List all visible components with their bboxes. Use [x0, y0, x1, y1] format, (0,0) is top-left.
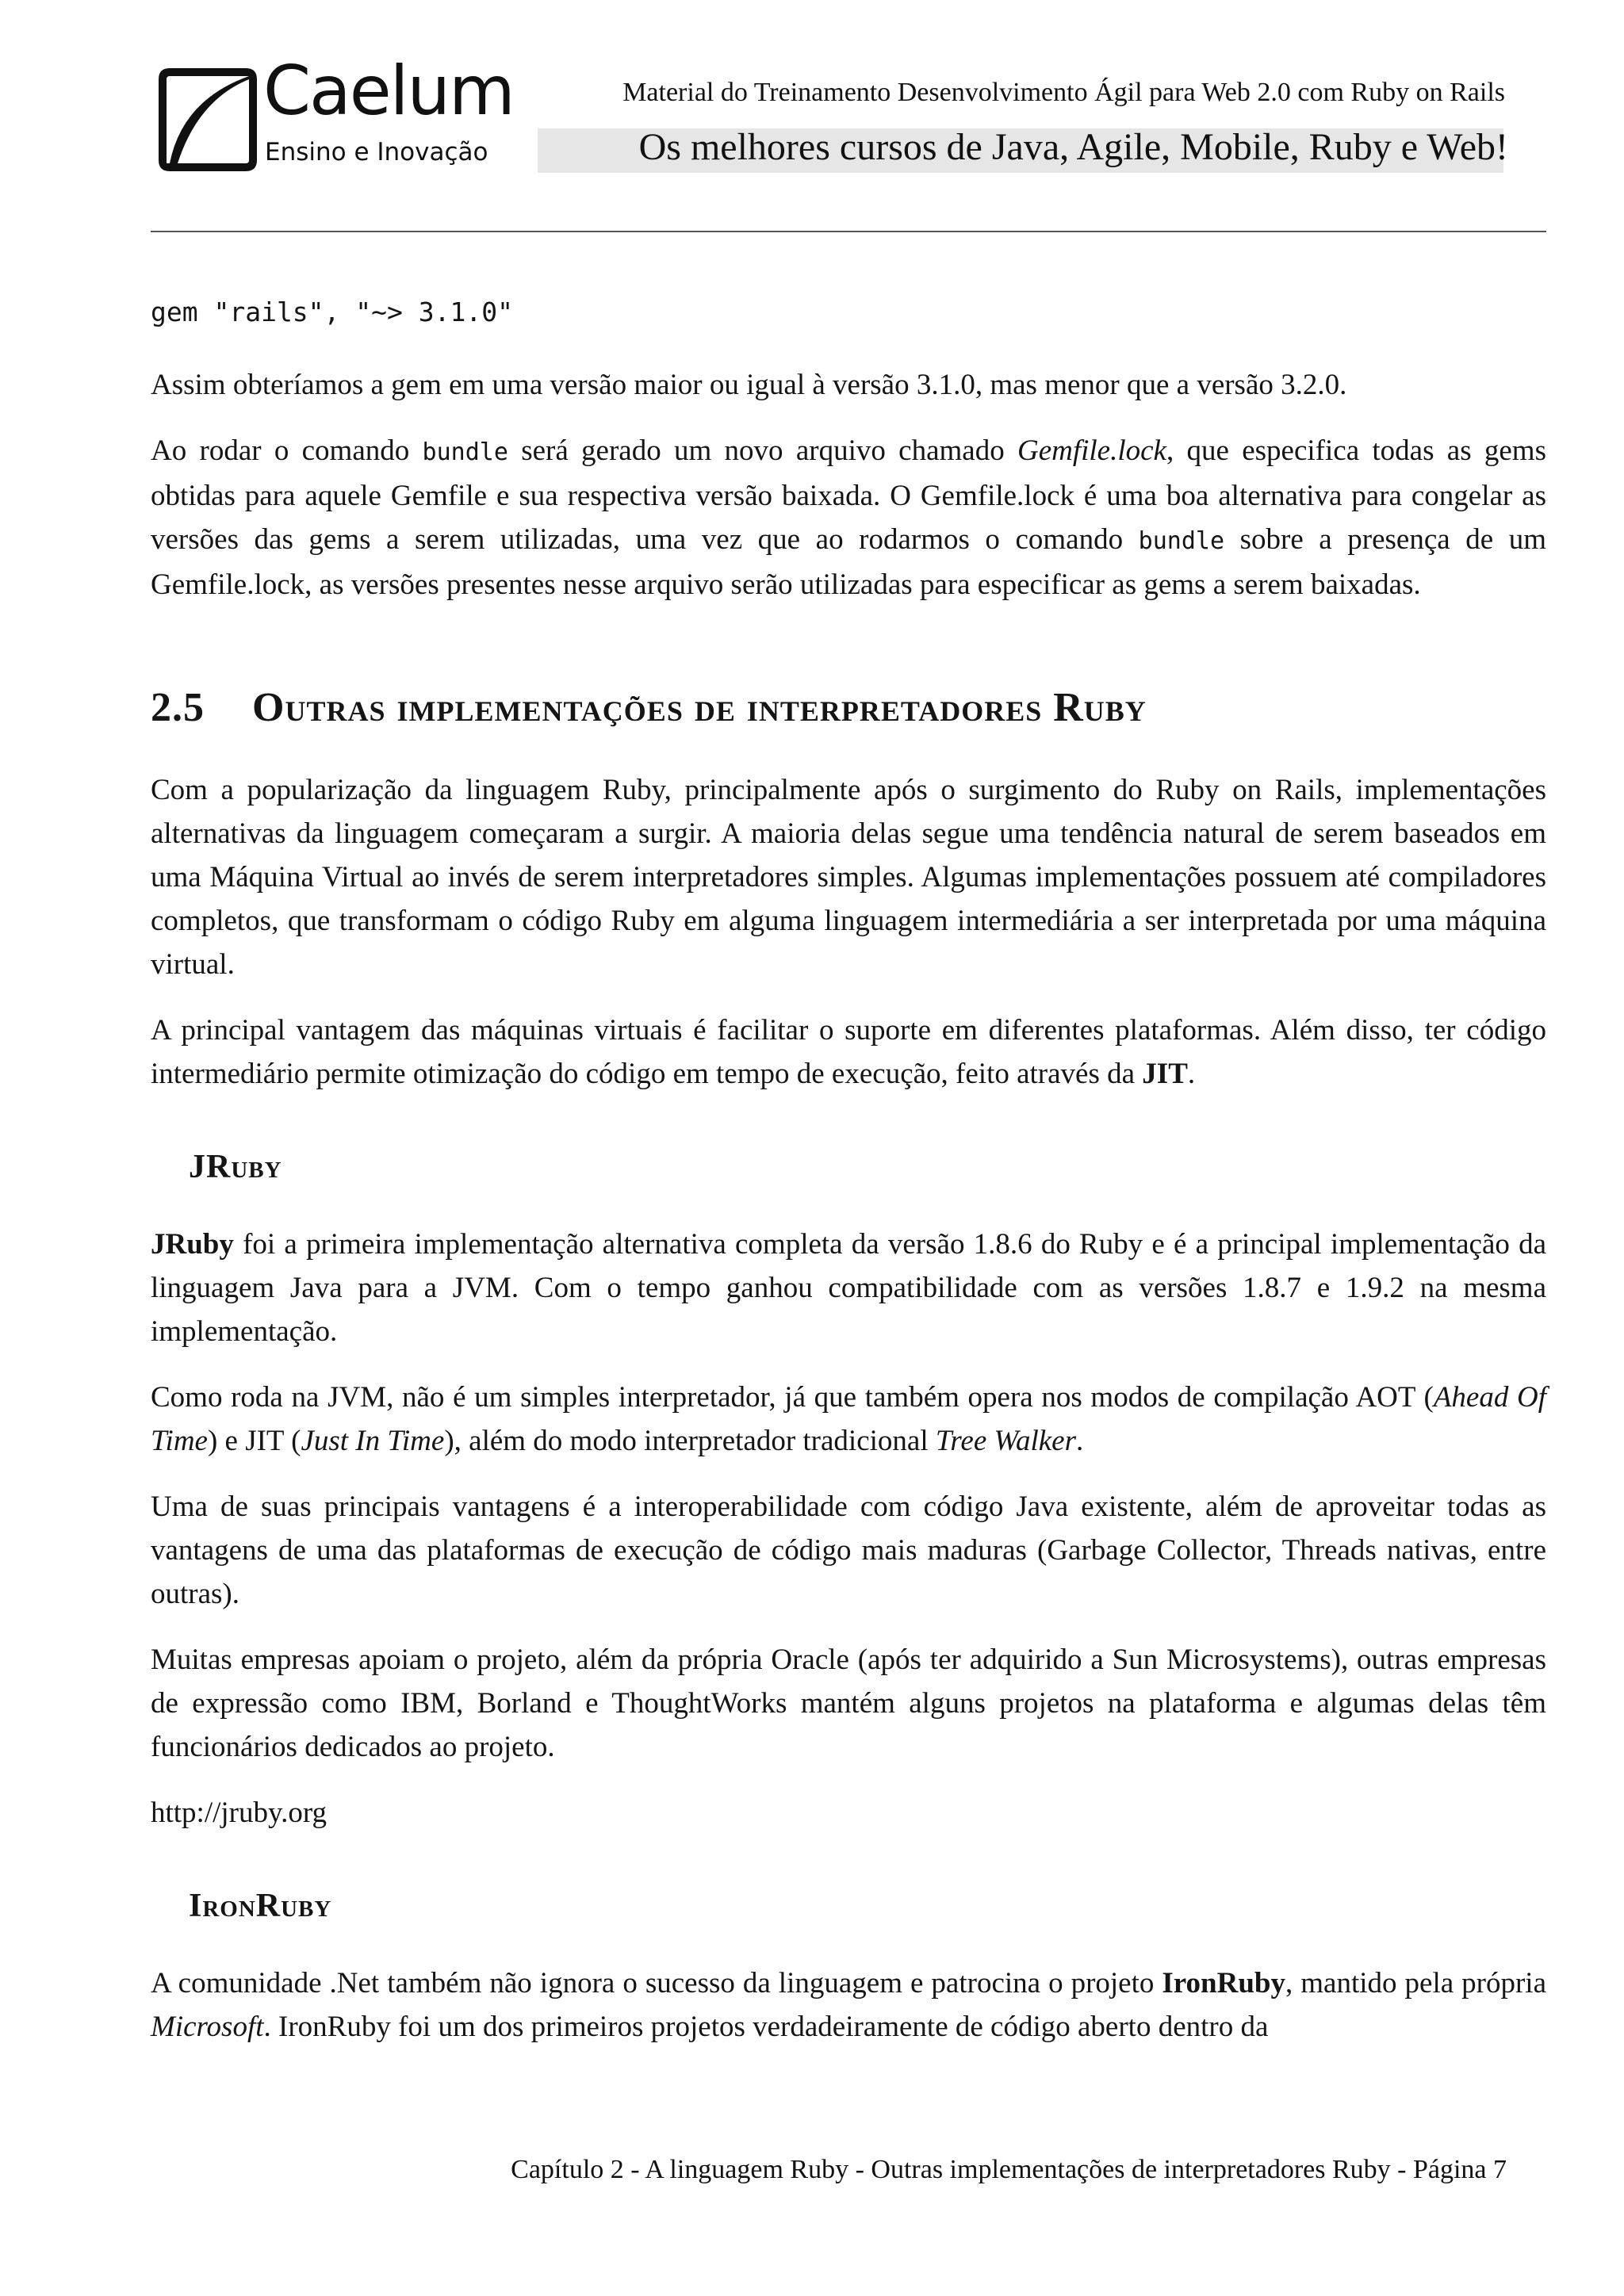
text-run: A comunidade .Net também não ignora o sucesso da linguagem e patrocina o projeto — [151, 1967, 1162, 1999]
section-number: 2.5 — [151, 685, 205, 730]
text-run: Ao rodar o comando — [151, 434, 423, 467]
jruby-url: http://jruby.org — [151, 1797, 327, 1829]
italic-text: Just In Time — [301, 1425, 445, 1457]
italic-text: Ahead Of Time — [151, 1381, 1546, 1457]
logo-name: Caelum — [263, 52, 514, 131]
subsection-heading-ironruby: IronRuby — [189, 1888, 332, 1924]
paragraph-ironruby-intro — [151, 1961, 1546, 2049]
text-run: . — [1075, 1425, 1084, 1457]
bold-text: JRuby — [151, 1228, 234, 1261]
paragraph-jruby-modes — [151, 1376, 1546, 1463]
logo-tagline: Ensino e Inovação — [265, 138, 488, 166]
text-run: ), além do modo interpretador tradicional — [444, 1425, 936, 1457]
italic-text: Microsoft — [151, 2011, 264, 2043]
header-slogan: Os melhores cursos de Java, Agile, Mobile, Ruby e Web! — [638, 126, 1508, 168]
paragraph-jruby-companies: Muitas empresas apoiam o projeto, além da própria Oracle (após ter adquirido a Sun Microsystems), outras empresas de expressão como IBM, Borland e ThoughtWorks mantém alguns projetos na plataforma e algumas delas têm funcionários dedicados ao projeto. — [151, 1644, 1546, 1763]
text-run: foi a primeira implementação alternativa completa da versão 1.8.6 do Ruby e é a principal implementação da linguagem Java para a JVM. Com o tempo ganhou compatibilidade com as versões 1.8.7 e 1.9.2 na mesma implementação. — [151, 1228, 1546, 1348]
page-content — [151, 295, 1546, 2049]
paragraph-vm-advantage — [151, 1008, 1546, 1096]
paragraph-jruby-intro — [151, 1223, 1546, 1353]
text-run: A principal vantagem das máquinas virtuais é facilitar o suporte em diferentes plataformas. Além disso, ter código intermediário permite otimização do código em tempo de execução, feito através da — [151, 1014, 1546, 1090]
text-run: ) e JIT ( — [207, 1425, 301, 1457]
code-snippet: gem "rails", "~> 3.1.0" — [151, 297, 513, 327]
text-run: , que especifica todas as gems obtidas para aquele Gemfile e sua respectiva versão baixada. O Gemfile.lock é uma boa alternativa para congelar as versões das gems a serem utilizadas, uma vez que ao rodarmos o comando — [151, 434, 1546, 556]
header-divider — [151, 231, 1546, 232]
paragraph-jruby-advantages: Uma de suas principais vantagens é a interoperabilidade com código Java existente, além de aproveitar todas as vantagens de uma das plataformas de execução de código mais maduras (Garbage Collector, Threads nativas, entre outras). — [151, 1490, 1546, 1610]
italic-text: Gemfile.lock — [1017, 434, 1166, 467]
text-run: . — [1187, 1058, 1196, 1090]
paragraph-implementations: Com a popularização da linguagem Ruby, principalmente após o surgimento do Ruby on Rails, implementações alternativas da linguagem começaram a surgir. A maioria delas segue uma tendência natural de serem baseados em uma Máquina Virtual ao invés de serem interpretadores simples. Algumas implementações possuem até compiladores completos, que transformam o código Ruby em alguma linguagem intermediária a ser interpretada por uma máquina virtual. — [151, 774, 1546, 981]
caelum-logo-icon — [159, 68, 257, 171]
text-run: . IronRuby foi um dos primeiros projetos verdadeiramente de código aberto dentro da — [263, 2011, 1269, 2043]
inline-code: bundle — [422, 438, 508, 466]
inline-code: bundle — [1138, 527, 1225, 555]
subsection-heading-jruby: JRuby — [189, 1149, 282, 1185]
paragraph-gemfile-lock — [151, 429, 1546, 607]
caelum-logo — [159, 52, 514, 176]
text-run: sobre a presença de um Gemfile.lock, as versões presentes nesse arquivo serão utilizadas para especificar as gems a serem baixadas. — [151, 523, 1546, 601]
header-course-title: Material do Treinamento Desenvolvimento Ágil para Web 2.0 com Ruby on Rails — [622, 78, 1505, 107]
text-run: , mantido pela própria — [1285, 1967, 1546, 1999]
section-title: Outras implementações de interpretadores Ruby — [252, 685, 1147, 730]
text-run: Como roda na JVM, não é um simples interpretador, já que também opera nos modos de compilação AOT ( — [151, 1381, 1434, 1414]
text-run: será gerado um novo arquivo chamado — [508, 434, 1017, 467]
paragraph-gem-version: Assim obteríamos a gem em uma versão maior ou igual à versão 3.1.0, mas menor que a versão 3.2.0. — [151, 369, 1347, 401]
page-footer: Capítulo 2 - A linguagem Ruby - Outras implementações de interpretadores Ruby - Página 7 — [511, 2155, 1507, 2184]
svg-text:✱: ✱ — [174, 80, 190, 100]
italic-text: Tree Walker — [935, 1425, 1076, 1457]
section-heading — [151, 683, 1546, 733]
bold-text: IronRuby — [1162, 1967, 1285, 1999]
bold-text: JIT — [1142, 1058, 1188, 1090]
